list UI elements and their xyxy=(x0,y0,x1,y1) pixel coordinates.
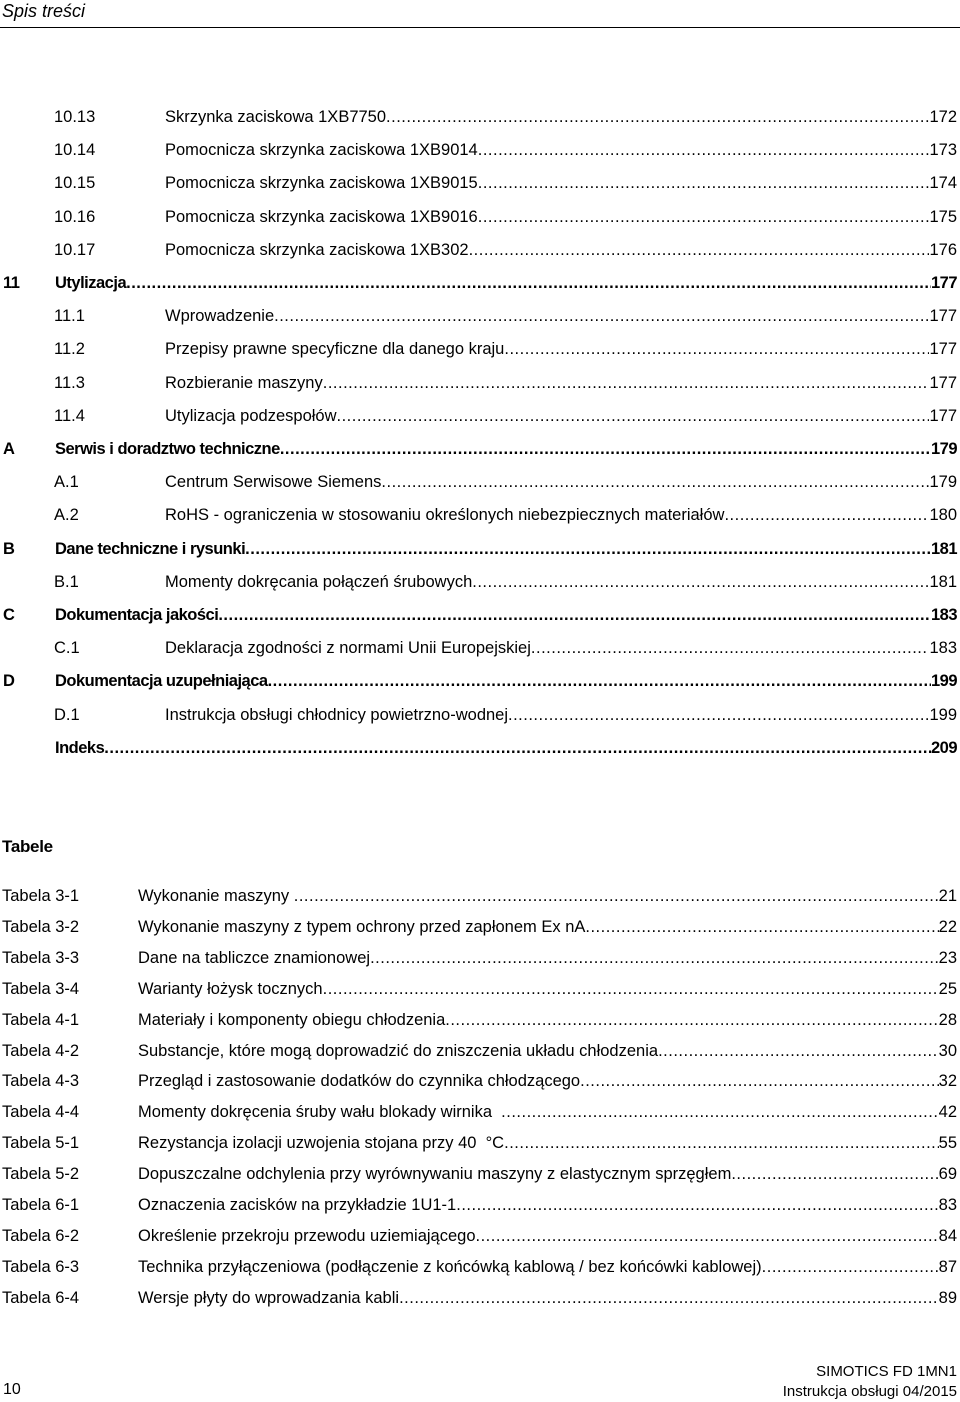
leader-dots xyxy=(280,434,931,464)
table-entry-page: 32 xyxy=(938,1072,957,1091)
toc-entry[interactable] xyxy=(0,368,960,398)
table-entry-title: Oznaczenia zacisków na przykładzie 1U1-1 xyxy=(138,1196,457,1214)
leader-dots xyxy=(531,633,930,663)
toc-entry-title: Instrukcja obsługi chłodnicy powietrzno-wodnej xyxy=(165,705,509,724)
leader-dots xyxy=(469,235,930,265)
toc-entry-title-line xyxy=(165,633,957,663)
toc-entry-number: 10.15 xyxy=(54,174,96,193)
table-list-entry[interactable] xyxy=(0,1128,960,1158)
toc-entry-title: Dokumentacja uzupełniająca xyxy=(55,672,268,691)
toc-entry-title: Momenty dokręcania połączeń śrubowych xyxy=(165,572,473,591)
toc-entry-page: 179 xyxy=(930,440,957,458)
toc-entry-page: 174 xyxy=(929,174,957,193)
table-entry-title-line xyxy=(138,1097,957,1127)
footer-doc: Instrukcja obsługi 04/2015 xyxy=(782,1383,957,1400)
table-list-entry[interactable] xyxy=(0,1097,960,1127)
leader-dots xyxy=(323,974,939,1004)
table-list-entry[interactable] xyxy=(0,974,960,1004)
toc-entry-title: Centrum Serwisowe Siemens xyxy=(165,473,382,492)
toc-entry-title: Serwis i doradztwo techniczne xyxy=(55,440,280,458)
toc-entry-page: 199 xyxy=(929,705,957,724)
toc-entry[interactable] xyxy=(0,666,960,696)
tables-heading: Tabele xyxy=(2,837,53,856)
leader-dots xyxy=(445,1005,938,1035)
toc-entry-page: 176 xyxy=(929,240,957,259)
leader-dots xyxy=(478,168,930,198)
toc-entry-number: A.1 xyxy=(54,473,79,492)
table-entry-number: Tabela 3-4 xyxy=(2,979,80,998)
toc-entry-number: C xyxy=(3,606,15,624)
table-entry-title-line xyxy=(138,912,957,942)
table-entry-title-line xyxy=(138,1159,957,1189)
table-entry-title: Momenty dokręcenia śruby wału blokady wirnika xyxy=(138,1103,502,1122)
leader-dots xyxy=(274,301,929,331)
toc-entry-page: 183 xyxy=(930,606,957,624)
table-list-entry[interactable] xyxy=(0,881,960,911)
table-entry-number: Tabela 6-3 xyxy=(2,1257,80,1276)
toc-entry-title-line xyxy=(165,235,957,265)
toc-entry-title: Rozbieranie maszyny xyxy=(165,373,323,392)
toc-entry-title-line xyxy=(165,168,957,198)
table-entry-title: Substancje, które mogą doprowadzić do zniszczenia układu chłodzenia xyxy=(138,1041,659,1060)
toc-entry-page: 177 xyxy=(929,340,957,359)
leader-dots xyxy=(104,733,931,763)
toc-entry-number: A.2 xyxy=(54,506,79,525)
leader-dots xyxy=(268,666,931,696)
toc-entry-number: 10.13 xyxy=(54,108,96,126)
header-divider xyxy=(0,27,960,28)
table-entry-title-line xyxy=(138,943,957,973)
toc-entry-number: D xyxy=(3,672,15,691)
toc-entry-page: 180 xyxy=(929,506,957,525)
toc-entry-page: 172 xyxy=(929,108,957,126)
toc-entry-title-line xyxy=(165,500,957,530)
toc-entry-title-line xyxy=(55,733,957,763)
toc-entry-title: Utylizacja xyxy=(55,274,127,292)
leader-dots xyxy=(724,500,929,530)
toc-entry[interactable] xyxy=(0,633,960,663)
toc-entry[interactable] xyxy=(0,268,960,298)
toc-entry-title-line xyxy=(55,434,957,464)
toc-entry-page: 183 xyxy=(929,639,957,658)
toc-entry[interactable] xyxy=(0,600,960,630)
toc-entry-number: 10.17 xyxy=(54,240,96,259)
toc-entry-title-line xyxy=(165,301,957,331)
table-entry-title: Materiały i komponenty obiegu chłodzenia xyxy=(138,1010,446,1029)
table-entry-number: Tabela 5-2 xyxy=(2,1165,80,1184)
toc-entry-page: 179 xyxy=(929,473,957,492)
toc-entry-page: 177 xyxy=(929,307,957,326)
leader-dots xyxy=(501,1097,938,1127)
table-entry-title-line xyxy=(138,1036,957,1066)
toc-entry-page: 199 xyxy=(930,672,957,691)
table-entry-title-line xyxy=(138,974,957,1004)
table-entry-number: Tabela 3-1 xyxy=(2,887,80,905)
toc-entry-number: C.1 xyxy=(54,639,80,658)
leader-dots xyxy=(478,135,930,165)
toc-entry-number: 10.14 xyxy=(54,141,96,160)
table-entry-page: 21 xyxy=(938,887,957,905)
table-entry-page: 69 xyxy=(938,1165,957,1184)
leader-dots xyxy=(337,401,930,431)
table-entry-number: Tabela 6-4 xyxy=(2,1288,80,1307)
toc-entry[interactable] xyxy=(0,700,960,730)
toc-entry-page: 181 xyxy=(930,539,957,558)
table-entry-title-line xyxy=(138,881,957,911)
table-entry-page: 42 xyxy=(938,1103,957,1122)
table-entry-page: 83 xyxy=(938,1196,957,1214)
header-title: Spis treści xyxy=(2,1,86,21)
table-entry-number: Tabela 3-2 xyxy=(2,917,80,936)
toc-entry-title: Dokumentacja jakości xyxy=(55,606,219,624)
table-entry-title-line xyxy=(138,1221,957,1251)
table-entry-title-line xyxy=(138,1283,957,1313)
leader-dots xyxy=(218,600,931,630)
toc-entry[interactable] xyxy=(0,235,960,265)
toc-entry-title: Skrzynka zaciskowa 1XB7750 xyxy=(165,108,387,126)
toc-entry-number: 10.16 xyxy=(54,207,96,226)
table-entry-page: 23 xyxy=(938,948,957,967)
table-list-entry[interactable] xyxy=(0,1221,960,1251)
table-entry-title-line xyxy=(138,1252,957,1282)
table-entry-title: Wykonanie maszyny xyxy=(138,887,294,905)
leader-dots xyxy=(762,1252,939,1282)
toc-entry-page: 177 xyxy=(929,406,957,425)
table-entry-page: 30 xyxy=(938,1041,957,1060)
toc-entry[interactable] xyxy=(0,301,960,331)
toc-entry-number: B.1 xyxy=(54,572,79,591)
table-entry-title-line xyxy=(138,1128,957,1158)
table-entry-page: 25 xyxy=(938,979,957,998)
toc-entry-number: 11.4 xyxy=(54,406,85,425)
table-entry-title: Wykonanie maszyny z typem ochrony przed zapłonem Ex nA xyxy=(138,917,586,936)
table-list-entry[interactable] xyxy=(0,1283,960,1313)
leader-dots xyxy=(472,567,929,597)
table-list-entry[interactable] xyxy=(0,912,960,942)
table-entry-page: 55 xyxy=(938,1134,957,1153)
leader-dots xyxy=(585,912,938,942)
table-entry-title: Dopuszczalne odchylenia przy wyrównywaniu maszyny z elastycznym sprzęgłem xyxy=(138,1165,732,1184)
table-entry-page: 84 xyxy=(938,1226,957,1245)
toc-entry[interactable] xyxy=(0,401,960,431)
table-entry-page: 22 xyxy=(938,917,957,936)
toc-entry-title: RoHS - ograniczenia w stosowaniu określonych niebezpiecznych materiałów xyxy=(165,506,725,525)
toc-entry-title-line xyxy=(165,102,957,132)
table-entry-title: Rezystancja izolacji uzwojenia stojana przy 40 °C xyxy=(138,1134,505,1153)
toc-entry-title-line xyxy=(55,666,957,696)
table-entry-number: Tabela 5-1 xyxy=(2,1134,80,1153)
leader-dots xyxy=(381,467,929,497)
toc-entry-title-line xyxy=(55,268,957,298)
toc-entry-title-line xyxy=(165,334,957,364)
toc-entry-number: 11 xyxy=(3,274,20,292)
toc-entry-title: Wprowadzenie xyxy=(165,307,275,326)
toc-entry[interactable] xyxy=(0,202,960,232)
table-entry-page: 89 xyxy=(938,1288,957,1307)
toc-entry-title-line xyxy=(165,202,957,232)
toc-entry-title-line xyxy=(165,567,957,597)
table-list-entry[interactable] xyxy=(0,1190,960,1220)
leader-dots xyxy=(476,1221,939,1251)
leader-dots xyxy=(580,1066,939,1096)
table-list-entry[interactable] xyxy=(0,1036,960,1066)
toc-entry-title-line xyxy=(55,600,957,630)
toc-entry[interactable] xyxy=(0,500,960,530)
toc-entry-title: Indeks xyxy=(55,738,105,757)
toc-entry-title-line xyxy=(165,135,957,165)
table-entry-title: Wersje płyty do wprowadzania kabli xyxy=(138,1288,400,1307)
table-entry-title: Dane na tabliczce znamionowej xyxy=(138,948,371,967)
footer-page-number: 10 xyxy=(3,1381,21,1398)
toc-entry-title: Utylizacja podzespołów xyxy=(165,406,337,425)
leader-dots xyxy=(294,881,939,911)
table-entry-title-line xyxy=(138,1066,957,1096)
toc-entry-page: 175 xyxy=(929,207,957,226)
table-entry-title-line xyxy=(138,1190,957,1220)
toc-entry-page: 209 xyxy=(930,738,957,757)
toc-entry[interactable] xyxy=(0,467,960,497)
table-entry-number: Tabela 6-2 xyxy=(2,1226,80,1245)
footer-doc-info xyxy=(783,1362,957,1402)
table-entry-page: 28 xyxy=(938,1010,957,1029)
toc-entry[interactable] xyxy=(0,168,960,198)
leader-dots xyxy=(399,1283,939,1313)
table-entry-number: Tabela 4-3 xyxy=(2,1072,80,1091)
toc-entry[interactable] xyxy=(0,135,960,165)
toc-entry-number: D.1 xyxy=(54,705,80,724)
table-entry-title-line xyxy=(138,1005,957,1035)
toc-entry-number: 11.3 xyxy=(54,373,85,392)
toc-entry-title: Pomocnicza skrzynka zaciskowa 1XB9015 xyxy=(165,174,478,193)
leader-dots xyxy=(478,202,930,232)
toc-entry-title: Przepisy prawne specyficzne dla danego kraju xyxy=(165,340,505,359)
toc-entry-title-line xyxy=(165,700,957,730)
table-entry-number: Tabela 3-3 xyxy=(2,948,80,967)
leader-dots xyxy=(504,334,929,364)
toc-entry-title-line xyxy=(165,401,957,431)
table-entry-number: Tabela 4-4 xyxy=(2,1103,80,1122)
leader-dots xyxy=(504,1128,939,1158)
toc-entry-number: 11.1 xyxy=(54,307,85,326)
leader-dots xyxy=(508,700,929,730)
table-entry-number: Tabela 6-1 xyxy=(2,1196,80,1214)
table-entry-title: Warianty łożysk tocznych xyxy=(138,979,323,998)
leader-dots xyxy=(386,102,929,132)
table-entry-title: Określenie przekroju przewodu uziemiającego xyxy=(138,1226,476,1245)
leader-dots xyxy=(731,1159,938,1189)
table-list-entry[interactable] xyxy=(0,1159,960,1189)
table-list-entry[interactable] xyxy=(0,1066,960,1096)
table-entry-number: Tabela 4-1 xyxy=(2,1010,80,1029)
toc-entry-title-line xyxy=(165,368,957,398)
footer-product: SIMOTICS FD 1MN1 xyxy=(816,1363,957,1380)
table-entry-title: Przegląd i zastosowanie dodatków do czynnika chłodzącego xyxy=(138,1072,581,1091)
toc-entry-page: 181 xyxy=(929,572,957,591)
leader-dots xyxy=(658,1036,939,1066)
leader-dots xyxy=(245,534,931,564)
toc-entry-page: 177 xyxy=(929,373,957,392)
toc-entry-page: 177 xyxy=(930,274,957,292)
toc-entry-title-line xyxy=(55,534,957,564)
toc-entry-title: Pomocnicza skrzynka zaciskowa 1XB9014 xyxy=(165,141,478,160)
toc-entry[interactable] xyxy=(0,534,960,564)
toc-entry-page: 173 xyxy=(929,141,957,160)
toc-entry[interactable] xyxy=(0,334,960,364)
leader-dots xyxy=(456,1190,938,1220)
toc-entry[interactable] xyxy=(0,102,960,132)
toc-entry-title: Dane techniczne i rysunki xyxy=(55,539,246,558)
toc-entry-title-line xyxy=(165,467,957,497)
toc-entry[interactable] xyxy=(0,434,960,464)
toc-entry[interactable] xyxy=(0,733,960,763)
toc-entry-title: Pomocnicza skrzynka zaciskowa 1XB9016 xyxy=(165,207,478,226)
toc-entry-number: 11.2 xyxy=(54,340,85,359)
table-entry-title: Technika przyłączeniowa (podłączenie z końcówką kablową / bez końcówki kablowej) xyxy=(138,1257,762,1276)
table-entry-page: 87 xyxy=(938,1257,957,1276)
toc-entry-title: Deklaracja zgodności z normami Unii Europejskiej xyxy=(165,639,531,658)
leader-dots xyxy=(323,368,930,398)
leader-dots xyxy=(126,268,931,298)
table-list-entry[interactable] xyxy=(0,1005,960,1035)
toc-entry[interactable] xyxy=(0,567,960,597)
leader-dots xyxy=(370,943,939,973)
table-list-entry[interactable] xyxy=(0,943,960,973)
table-entry-number: Tabela 4-2 xyxy=(2,1041,80,1060)
toc-entry-number: A xyxy=(3,440,15,458)
toc-entry-title: Pomocnicza skrzynka zaciskowa 1XB302 xyxy=(165,240,469,259)
toc-entry-number: B xyxy=(3,539,15,558)
table-list-entry[interactable] xyxy=(0,1252,960,1282)
